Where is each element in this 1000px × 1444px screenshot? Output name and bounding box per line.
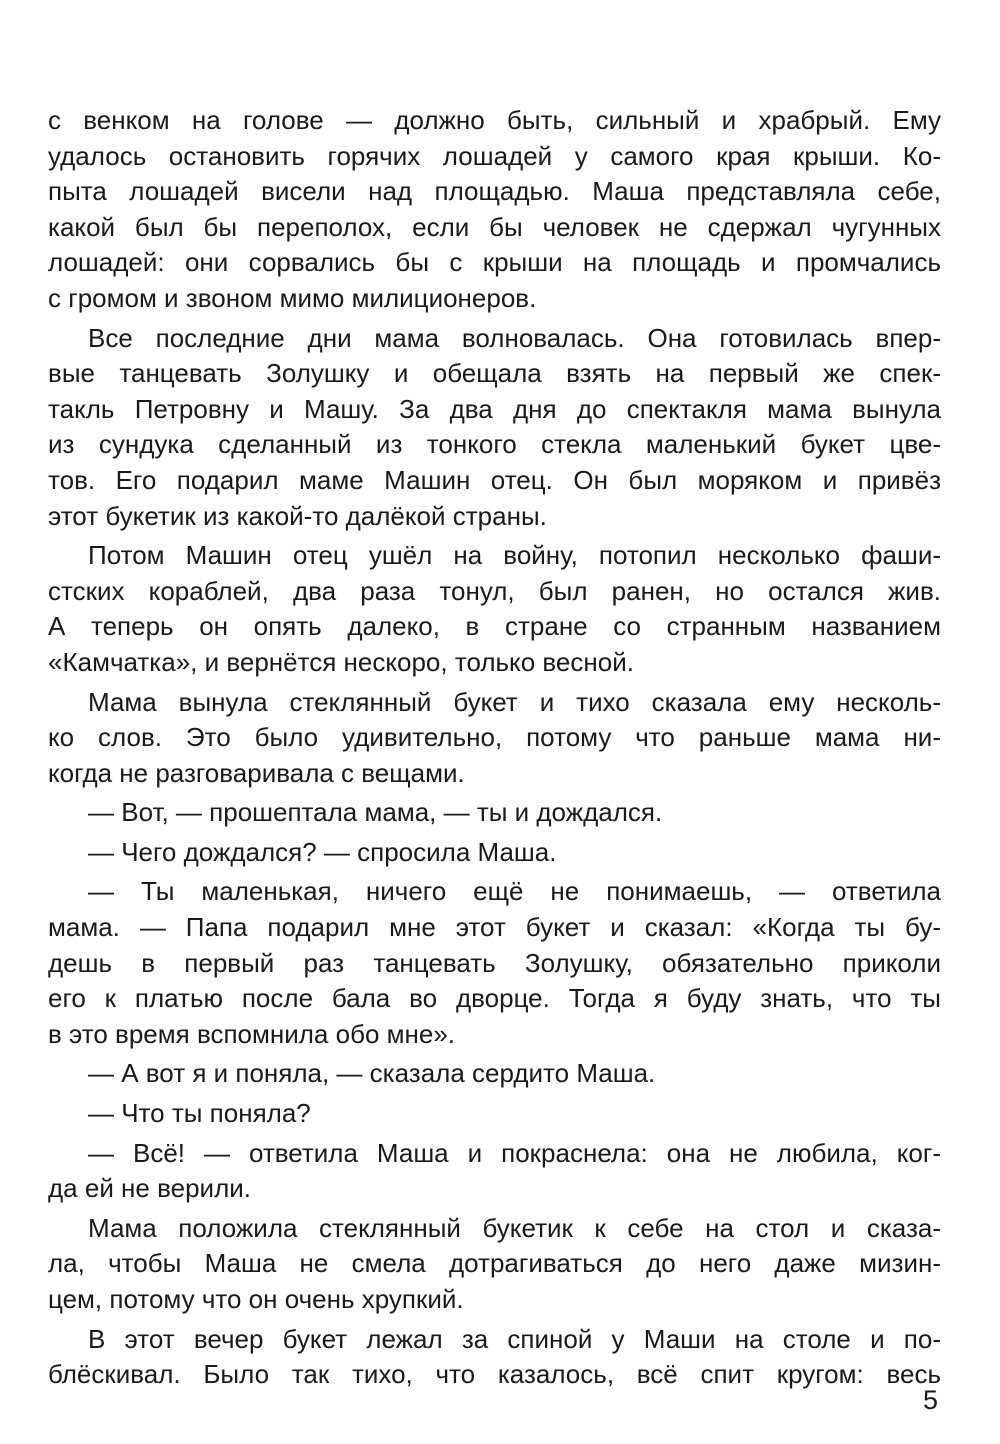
paragraph	[48, 103, 941, 317]
paragraph	[48, 795, 941, 831]
paragraph	[48, 1211, 941, 1318]
paragraph	[48, 1096, 941, 1132]
text-line: А теперь он опять далеко, в стране со странным названием	[48, 611, 941, 642]
text-line: блёскивал. Было так тихо, что казалось, всё спит кругом: весь	[48, 1359, 941, 1390]
text-line: дешь в первый раз танцевать Золушку, обязательно приколи	[48, 947, 941, 978]
text-line: — А вот я и поняла, — сказала сердито Маша.	[88, 1058, 656, 1089]
text-line: — Что ты поняла?	[88, 1098, 311, 1129]
text-line: Мама вынула стеклянный букет и тихо сказала ему несколь-	[88, 686, 941, 717]
text-line: Мама положила стеклянный букетик к себе на стол и сказа-	[88, 1212, 941, 1243]
text-line: — Всё! — ответила Маша и покраснела: она не любила, ког-	[88, 1137, 941, 1168]
text-line: — Ты маленькая, ничего ещё не понимаешь, — ответила	[88, 876, 941, 907]
paragraph	[48, 685, 941, 792]
text-line: да ей не верили.	[48, 1173, 251, 1204]
text-line: мама. — Папа подарил мне этот букет и сказал: «Когда ты бу-	[48, 912, 941, 943]
text-line: ко слов. Это было удивительно, потому что раньше мама ни-	[48, 722, 941, 753]
text-line: В этот вечер букет лежал за спиной у Маши на столе и по-	[88, 1323, 941, 1354]
paragraph	[48, 874, 941, 1052]
text-line: из сундука сделанный из тонкого стекла маленький букет цве-	[48, 429, 941, 460]
text-line: с венком на голове — должно быть, сильный и храбрый. Ему	[48, 105, 941, 135]
text-line: ла, чтобы Маша не смела дотрагиваться до него даже мизин-	[48, 1248, 941, 1279]
paragraph	[48, 1322, 941, 1393]
text-line: когда не разговаривала с вещами.	[48, 757, 465, 788]
text-line: удалось остановить горячих лошадей у самого края крыши. Ко-	[48, 140, 941, 171]
paragraph	[48, 1056, 941, 1092]
text-line: тов. Его подарил маме Машин отец. Он был моряком и привёз	[48, 464, 941, 495]
text-line: какой был бы переполох, если бы человек не сдержал чугунных	[48, 211, 941, 242]
page-number: 5	[922, 1385, 938, 1415]
text-line: этот букетик из какой-то далёкой страны.	[48, 500, 547, 531]
paragraph	[48, 321, 941, 535]
text-line: вые танцевать Золушку и обещала взять на первый же спек-	[48, 358, 941, 389]
text-line: лошадей: они сорвались бы с крыши на площадь и промчались	[48, 247, 941, 278]
paragraph	[48, 538, 941, 680]
paragraph	[48, 1136, 941, 1207]
text-line: с громом и звоном мимо милиционеров.	[48, 282, 537, 313]
text-line: цем, потому что он очень хрупкий.	[48, 1284, 464, 1314]
body-text	[48, 103, 941, 1393]
paragraph	[48, 835, 941, 871]
text-line: его к платью после бала во дворце. Тогда я буду знать, что ты	[48, 983, 941, 1014]
text-line: в это время вспомнила обо мне».	[48, 1018, 456, 1049]
text-line: — Вот, — прошептала мама, — ты и дождался.	[88, 797, 663, 828]
text-line: Потом Машин отец ушёл на войну, потопил несколько фаши-	[88, 540, 941, 571]
text-line: Все последние дни мама волновалась. Она готовилась впер-	[88, 322, 941, 353]
text-line: «Камчатка», и вернётся нескоро, только весной.	[48, 646, 634, 677]
text-line: — Чего дождался? — спросила Маша.	[88, 836, 557, 867]
text-line: пыта лошадей висели над площадью. Маша представляла себе,	[48, 176, 941, 207]
text-line: стских кораблей, два раза тонул, был ранен, но остался жив.	[48, 575, 941, 606]
text-line: такль Петровну и Машу. За два дня до спектакля мама вынула	[48, 393, 941, 424]
